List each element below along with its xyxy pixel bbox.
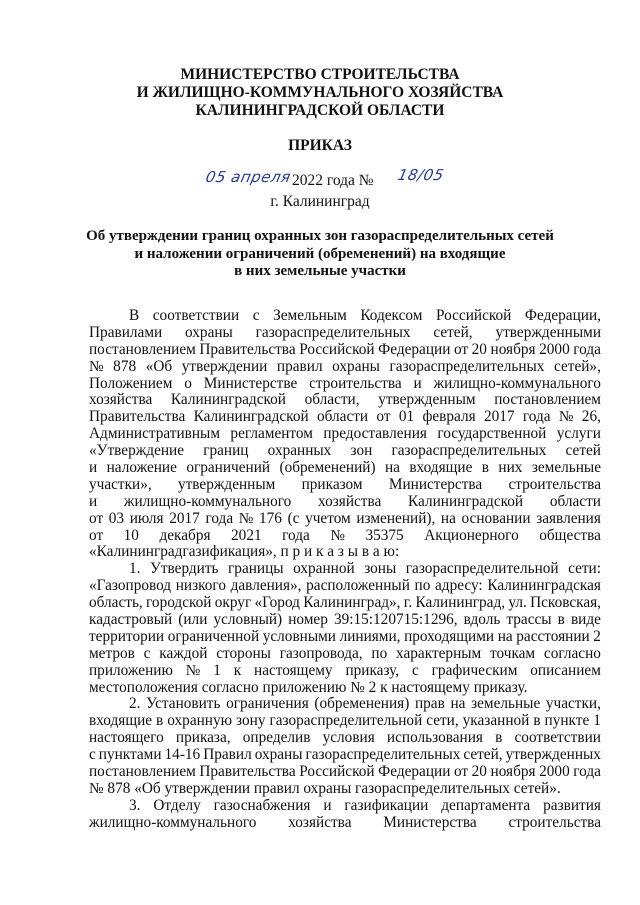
ministry-header-line-3: КАЛИНИНГРАДСКОЙ ОБЛАСТИ [195, 102, 445, 119]
body-line: 2. Установить ограничения (обременения) прав на земельные участки, [129, 695, 601, 713]
city: г. Калининград [270, 193, 370, 210]
order-subject-line-1: Об утверждении границ охранных зон газораспределительных сетей [86, 228, 554, 244]
body-line: 1. Утвердить границы охранной зоны газораспределительной сети: [129, 560, 601, 578]
order-subject [0, 228, 640, 281]
ministry-header-line-1: МИНИСТЕРСТВО СТРОИТЕЛЬСТВА [180, 66, 460, 83]
body-line: от 03 июля 2017 года № 176 (с учетом изменений), на основании заявления [89, 509, 601, 527]
body-line: метров с каждой стороны газопровода, по характерным точкам согласно [89, 644, 601, 662]
body-line: территории ограниченной условными линиями, проходящими на расстоянии 2 [89, 627, 601, 645]
body-line: № 878 «Об утверждении правил охраны газораспределительных сетей», [89, 357, 601, 375]
body-line: «Газопровод низкого давления», расположенный по адресу: Калининградская [89, 577, 601, 595]
order-title: ПРИКАЗ [288, 137, 352, 154]
body-line: и жилищно-коммунального хозяйства Калининградской области [89, 492, 601, 510]
body-line: входящие в охранную зону газораспределительной сети, указанной в пункте 1 [89, 712, 601, 730]
body-line: 3. Отделу газоснабжения и газификации департамента развития [129, 796, 601, 814]
ministry-header-line-2: И ЖИЛИЩНО-КОММУНАЛЬНОГО ХОЗЯЙСТВА [136, 84, 504, 101]
handwritten-order-number: 18/05 [396, 166, 446, 184]
body-line: с пунктами 14-16 Правил охраны газораспределительных сетей, утвержденных [89, 746, 601, 764]
body-line: местоположения согласно приложению № 2 к настоящему приказу. [89, 678, 528, 696]
body-line: хозяйства Калининградской области, утвержденным постановлением [89, 391, 601, 409]
order-body [89, 308, 601, 832]
body-line: от 10 декабря 2021 года № 35375 Акционерного общества [89, 526, 601, 544]
body-line: постановлением Правительства Российской Федерации от 20 ноября 2000 года [89, 340, 601, 358]
body-line: приложению № 1 к настоящему приказу, с графическим описанием [89, 661, 601, 679]
body-line: участки», утвержденным приказом Министерства строительства [89, 475, 601, 493]
body-line: «Утверждение границ охранных зон газораспределительных сетей [89, 442, 601, 460]
order-date-line [0, 166, 640, 194]
body-line: В соответствии с Земельным Кодексом Российской Федерации, [129, 307, 601, 324]
body-line: Административным регламентом предоставления государственной услуги [89, 425, 601, 443]
body-line: Правилами охраны газораспределительных сетей, утвержденными [89, 323, 601, 341]
ministry-header [0, 66, 640, 120]
printed-year-number: 2022 года № [292, 172, 374, 189]
body-line: «Калининградгазификация», п р и к а з ы в а ю: [89, 543, 400, 561]
body-line: постановлением Правительства Российской Федерации от 20 ноября 2000 года [89, 763, 601, 781]
handwritten-date: 05 апреля [204, 168, 293, 186]
body-line: кадастровый (или условный) номер 39:15:120715:1296, вдоль трассы в виде [89, 611, 601, 629]
order-subject-line-2: и наложении ограничений (обременений) на входящие [134, 245, 506, 262]
body-line: жилищно-коммунального хозяйства Министерства строительства [89, 813, 601, 831]
body-line: Правительства Калининградской области от 01 февраля 2017 года № 26, [89, 408, 601, 426]
body-line: № 878 «Об утверждении правил охраны газораспределительных сетей». [89, 779, 561, 797]
body-line: Положением о Министерстве строительства и жилищно-коммунального [89, 374, 601, 392]
body-line: и наложение ограничений (обременений) на входящие в них земельные [89, 459, 601, 477]
body-line: настоящего приказа, определив условия использования в соответствии [89, 729, 601, 747]
body-line: область, городской округ «Город Калининград», г. Калининград, ул. Псковская, [89, 594, 601, 612]
order-subject-line-3: в них земельные участки [234, 263, 406, 279]
